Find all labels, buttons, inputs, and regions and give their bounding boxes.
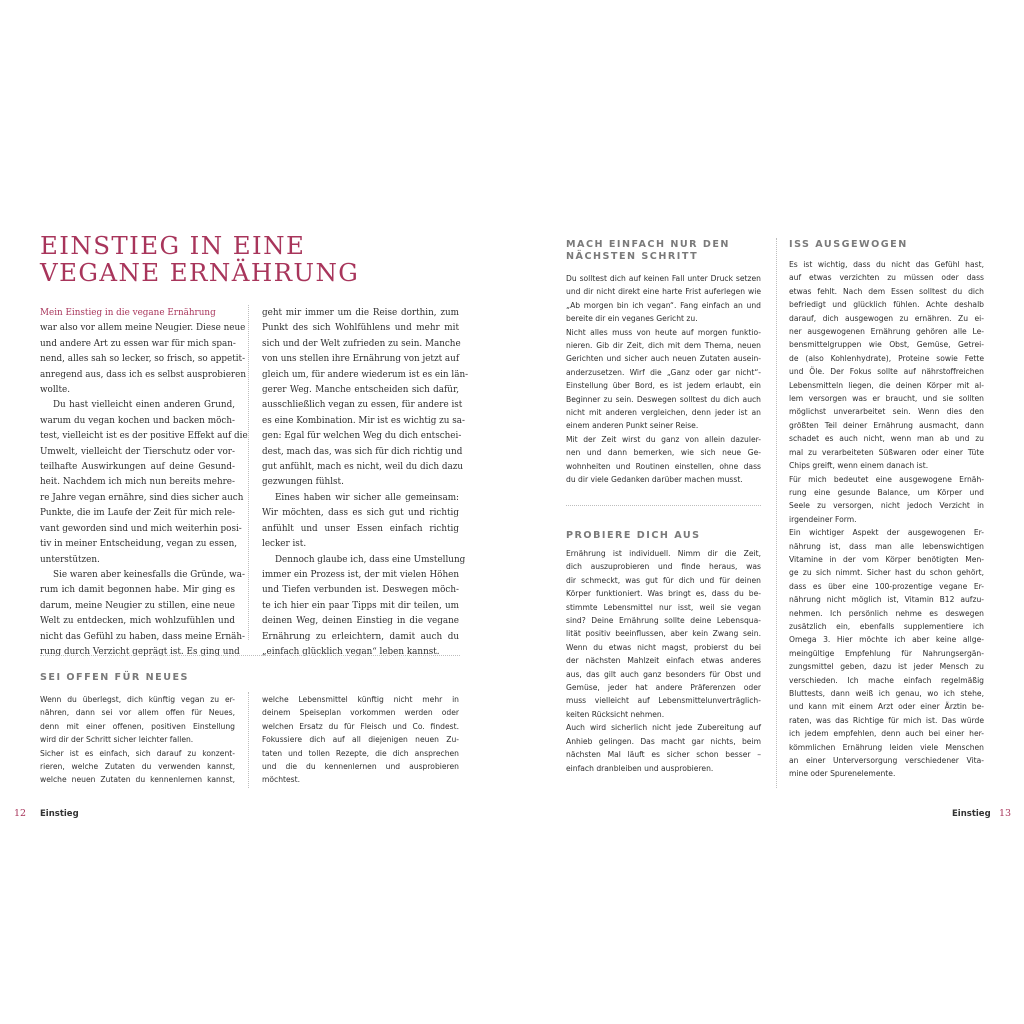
text-line: Du solltest dich auf keinen Fall unter Druck setzen <box>566 274 761 283</box>
text-line: und kann mit einem Arzt oder einer Ärztin be- <box>789 702 984 712</box>
text-line: Dennoch glaube ich, dass eine Umstellung <box>275 554 466 565</box>
column-divider <box>248 692 249 788</box>
text-line: und Öle. Der Fokus sollte auf nährstoffreichen <box>789 367 984 377</box>
text-line: rung eine gesunde Balance, um Körper und <box>789 487 984 497</box>
text-line: re Jahre vegan ernähre, sind dies sicher auch <box>40 492 244 503</box>
text-line: zungsmittel geben, dazu ist jeder Mensch zu <box>789 662 984 672</box>
text-line: anderzusetzen. Wirf die „Ganz oder gar nicht“- <box>566 367 761 377</box>
text-line: du dir viele Gedanken darüber machen musst. <box>566 475 743 485</box>
text-line: und andere Art zu essen war für mich span- <box>40 338 236 349</box>
text-line: rieren, welche Zutaten du verwenden kannst, <box>40 762 235 772</box>
text-line: verschieden. Ich mache einfach regelmäßig <box>789 675 984 685</box>
text-line: „Ab morgen bin ich vegan“. Fang einfach an und <box>566 300 761 310</box>
text-line: mal zu verarbeiteten Süßwaren oder einer Tüte <box>789 447 984 457</box>
text-line: Punkte, die im Laufe der Zeit für mich rele- <box>40 508 235 519</box>
section-heading-iss-ausgewogen <box>789 239 908 251</box>
text-line: Gerichten und sicher auch neuen Zutaten ausein- <box>566 354 761 364</box>
text-line: Anhieb gelingen. Das macht gar nichts, beim <box>566 736 761 746</box>
text-line: lität positiv beeinflussen, aber kein Zwang sein. <box>566 629 761 639</box>
text-line: Du hast vielleicht einen anderen Grund, <box>53 400 235 411</box>
text-line: immer ein Prozess ist, der mit vielen Höhen <box>262 569 459 580</box>
heading-text: ISS AUSGEWOGEN <box>789 239 908 250</box>
text-line: gleich um, für andere wiederum ist es ein län- <box>262 369 469 380</box>
text-line: gerer Weg. Manche entscheiden sich dafür, <box>262 385 459 396</box>
text-line: Bluttests, dann weiß ich genau, wo ich stehe, <box>789 689 984 698</box>
text-line: Vitamine in der vom Körper benötigten Men- <box>789 554 984 564</box>
text-line: Körper funktioniert. Was bringt es, dass du be- <box>566 589 761 599</box>
text-line: muss vielleicht auf Lebensmittelunverträglich- <box>566 696 761 706</box>
text-line: auf etwas verzichten zu müssen oder dass <box>789 273 984 283</box>
heading-text: SEI OFFEN FÜR NEUES <box>40 672 189 683</box>
running-head-right: Einstieg <box>952 809 991 819</box>
text-line: möglichst unverarbeitet sein. Wenn dies den <box>789 407 984 417</box>
text-line: test, vielleicht ist es der positive Effekt auf die <box>40 431 248 442</box>
text-line: an einer Unterversorgung verschiedener Vita- <box>789 756 984 766</box>
text-line: Chips greift, wenn einem danach ist. <box>789 461 929 471</box>
text-line: Beginner zu sein. Deswegen solltest du dich auch <box>566 394 761 404</box>
text-line: Einstellung über Bord, es ist jedem erlaubt, ein <box>566 381 761 391</box>
text-line: wohnheiten und Routinen einstellen, ohne dass <box>566 461 761 471</box>
text-line: Wenn du überlegst, dich künftig vegan zu er- <box>40 695 235 704</box>
text-line: dir schmeckt, was gut für dich und für deinen <box>566 575 761 585</box>
section-heading-sei-offen <box>40 672 189 684</box>
text-line: Welt zu entdecken, mich wohlzufühlen und <box>40 616 235 627</box>
text-line: heit. Nachdem ich mich nun bereits mehre- <box>40 477 235 488</box>
text-line: anregend aus, dass ich es selbst ausprobieren <box>40 369 246 380</box>
heading-text: NÄCHSTEN SCHRITT <box>566 251 699 262</box>
text-line: anfühlt und unser Essen einfach richtig <box>262 523 459 534</box>
text-line: Gemüse, jeder hat andere Präferenzen oder <box>566 683 761 693</box>
text-line: deinen Weg, deinen Einstieg in die vegane <box>262 616 459 627</box>
heading-text: MACH EINFACH NUR DEN <box>566 239 730 250</box>
section-divider <box>40 655 460 656</box>
text-line: dich auszuprobieren und finde heraus, was <box>566 562 761 572</box>
text-line: mine oder Spurenelemente. <box>789 769 896 779</box>
text-line: der nächsten Mahlzeit einfach etwas anderes <box>566 656 761 666</box>
text-line: meingültige Empfehlung für Nahrungsergän- <box>789 648 984 658</box>
text-line: nend, alles sah so lecker, so frisch, so appetit- <box>40 354 246 365</box>
text-line: rung durch Verzicht geprägt ist. Es ging und <box>40 646 240 657</box>
text-line: nieren. Gib dir Zeit, dich mit dem Thema, neuen <box>566 341 761 351</box>
column-divider <box>248 305 249 640</box>
section-heading-mach-einfach <box>566 239 730 263</box>
text-line: taten und tollen Rezepte, die dich ansprechen <box>262 748 459 758</box>
text-line: nächsten Mal läuft es sicher schon besser – <box>566 750 761 760</box>
text-line: darauf, dich ausgewogen zu ernähren. Zu ei- <box>789 313 984 323</box>
text-line: und Tiefen verbunden ist. Deswegen möch- <box>262 585 459 596</box>
text-line: sind? Deine Ernährung sollte deine Lebensqua- <box>566 616 761 626</box>
text-line: lecker ist. <box>262 539 307 550</box>
text-line: welchen Ersatz du für Fleisch und Co. findest. <box>262 721 459 731</box>
text-line: lem versorgen was er braucht, und sie sollten <box>789 394 984 404</box>
text-line: rum ich damit begonnen habe. Mir ging es <box>40 585 235 596</box>
running-head-left: Einstieg <box>40 809 79 819</box>
text-line: ge zu sich nimmt. Sicher hast du schon gehört, <box>789 568 984 578</box>
text-line: zusätzlich ein, ebenfalls supplementiere ich <box>789 621 984 631</box>
page-number-right: 13 <box>999 808 1012 819</box>
text-line: Sie waren aber keinesfalls die Gründe, wa- <box>53 569 245 580</box>
title-line: VEGANE ERNÄHRUNG <box>40 258 360 287</box>
text-line: gut anfühlt, mach es nicht, weil du dich dazu <box>262 462 464 473</box>
text-line: und die du kennenlernen und ausprobieren <box>262 762 459 772</box>
text-line: unterstützen. <box>40 554 100 565</box>
text-line: welche Lebensmittel künftig nicht mehr in <box>262 695 459 704</box>
text-line: bereite dir ein veganes Gericht zu. <box>566 314 698 324</box>
title-line: EINSTIEG IN EINE <box>40 231 306 260</box>
lead-in-text: Mein Einstieg in die vegane Ernährung <box>40 308 216 318</box>
text-line: dass es über eine 100-prozentige vegane Er- <box>789 581 984 591</box>
iss-ausgewogen-text <box>789 258 984 781</box>
text-line: geht mir immer um die Reise dorthin, zum <box>262 308 459 318</box>
mach-einfach-text <box>566 272 761 487</box>
text-line: war also vor allem meine Neugier. Diese neue <box>40 323 246 334</box>
text-line: ausschließlich vegan zu essen, für andere ist <box>262 400 463 411</box>
text-line: raten, was das Richtige für mich ist. Das würde <box>789 715 984 725</box>
text-line: größten Teil deiner Ernährung ausmacht, dann <box>789 420 984 430</box>
page-title <box>40 232 460 286</box>
column-divider <box>776 238 777 788</box>
text-line: Wir möchten, dass es sich gut und richtig <box>262 508 459 519</box>
text-line <box>40 306 235 321</box>
text-line: ner ausgewogenen Ernährung gehören alle Le- <box>789 327 984 337</box>
page-number-left: 12 <box>14 808 27 819</box>
text-line: teilhafte Auswirkungen auf deine Gesund- <box>40 462 235 473</box>
text-line: ich jedem empfehlen, denn auch bei einer her- <box>789 729 984 739</box>
text-line: denn mit einer offenen, positiven Einstellung <box>40 721 235 731</box>
text-line: Lebensmitteln liegen, die deinen Körper mit al- <box>789 380 984 390</box>
text-line: „einfach glücklich vegan“ leben kannst. <box>262 646 440 657</box>
sei-offen-column-1 <box>40 693 235 787</box>
sei-offen-column-2 <box>262 693 459 787</box>
text-line: Ein wichtiger Aspekt der ausgewogenen Er- <box>789 528 984 538</box>
text-line: keiten Rücksicht nehmen. <box>566 709 665 719</box>
text-line: nicht mit anderen vergleichen, denn jeder ist an <box>566 408 761 418</box>
text-line: einfach dranbleiben und ausprobieren. <box>566 763 714 773</box>
text-line: irgendeiner Form. <box>789 514 857 524</box>
text-line: Wenn du etwas nicht magst, probierst du bei <box>566 642 761 652</box>
text-line: Mit der Zeit wirst du ganz von allein dazuler- <box>566 434 761 444</box>
text-line: einem anderen Punkt seiner Reise. <box>566 421 699 431</box>
section-heading-probiere <box>566 530 701 542</box>
text-line: nehmen. Ich persönlich nehme es deswegen <box>789 608 984 618</box>
text-line: Sicher ist es einfach, sich darauf zu konzent- <box>40 748 235 758</box>
text-line: sich und der Welt zufrieden zu sein. Manche <box>262 338 461 349</box>
text-line: Eines haben wir sicher alle gemeinsam: <box>275 492 459 503</box>
text-line: vant geworden sind und mich weiterhin posi- <box>40 523 242 534</box>
text-line: gen: Egal für welchen Weg du dich entschei- <box>262 431 462 442</box>
text-line: Nicht alles muss von heute auf morgen funktio- <box>566 327 761 337</box>
text-line: Punkt des sich Wohlfühlens und mehr mit <box>262 323 459 334</box>
section-divider <box>566 505 761 506</box>
text-line: gezwungen fühlst. <box>262 477 344 488</box>
text-line: kömmlichen Ernährung leiden viele Menschen <box>789 742 984 752</box>
text-line: Ernährung zu erleichtern, damit auch du <box>262 631 459 642</box>
heading-text: PROBIERE DICH AUS <box>566 530 701 541</box>
text-line: stimmte Lebensmittel nur isst, weil sie vegan <box>566 602 761 612</box>
text-line: warum du vegan kochen und backen möch- <box>40 415 235 426</box>
text-line: te ich hier ein paar Tipps mit dir teilen, um <box>262 600 459 611</box>
text-line: welche neuen Zutaten du kennenlernen kannst, <box>40 775 235 785</box>
text-line: Seele zu versorgen, nicht jedoch Verzicht in <box>789 501 984 511</box>
text-line: de (also Kohlenhydrate), Proteine sowie Fette <box>789 353 984 363</box>
text-line: Ernährung ist individuell. Nimm dir die Zeit, <box>566 549 761 558</box>
text-line: möchtest. <box>262 775 301 785</box>
text-line: darum, meine Neugier zu stillen, eine neue <box>40 600 235 611</box>
text-line: Omega 3. Hier möchte ich aber keine allge- <box>789 635 984 645</box>
text-line: nährung nicht möglich ist, Vitamin B12 aufzu- <box>789 595 984 605</box>
text-line: Umwelt, vielleicht der Tierschutz oder vor- <box>40 446 235 457</box>
text-line: nicht das Gefühl zu haben, dass meine Ernäh- <box>40 631 246 642</box>
text-line: nen und dann bemerken, wie sich neue Ge- <box>566 448 761 458</box>
text-line: nähren, dann sei vor allem offen für Neues, <box>40 708 235 718</box>
intro-column-2 <box>262 306 469 660</box>
text-line: tiv in meiner Entscheidung, vegan zu essen, <box>40 539 238 550</box>
text-line: befriedigt und glücklich fühlen. Achte deshalb <box>789 300 984 310</box>
text-line: dest, mach das, was sich für dich richtig und <box>262 446 463 457</box>
text-line: etwas fehlt. Nach dem Essen solltest du dich <box>789 286 984 296</box>
text-line: Für mich bedeutet eine ausgewogene Ernäh- <box>789 474 984 484</box>
text-line: aus, das gilt auch ganz besonders für Obst und <box>566 669 761 679</box>
text-line: Es ist wichtig, dass du nicht das Gefühl hast, <box>789 260 984 269</box>
text-line: wird dir der Schritt sicher leichter fallen. <box>40 735 194 745</box>
text-line: von uns stellen ihre Ernährung von jetzt auf <box>262 354 460 365</box>
text-line: wollte. <box>40 385 70 396</box>
text-line: und dir nicht direkt eine harte Frist auferlegen wie <box>566 287 761 297</box>
text-line: schadet es auch nicht, wenn man ab und zu <box>789 434 984 444</box>
text-line: bensmittelgruppen wie Obst, Gemüse, Getrei- <box>789 340 984 350</box>
text-line: Auch wird sicherlich nicht jede Zubereitung auf <box>566 723 761 733</box>
text-line: Fokussiere dich auf all diejenigen neuen Zu- <box>262 735 459 745</box>
text-line: nährung ist, dass man alle lebenswichtigen <box>789 541 984 551</box>
probiere-text <box>566 547 761 775</box>
intro-column-1 <box>40 306 248 660</box>
text-line: es eine Kombination. Mir ist es wichtig zu sa- <box>262 415 465 426</box>
text-line: deinem Speiseplan vorkommen werden oder <box>262 708 459 718</box>
